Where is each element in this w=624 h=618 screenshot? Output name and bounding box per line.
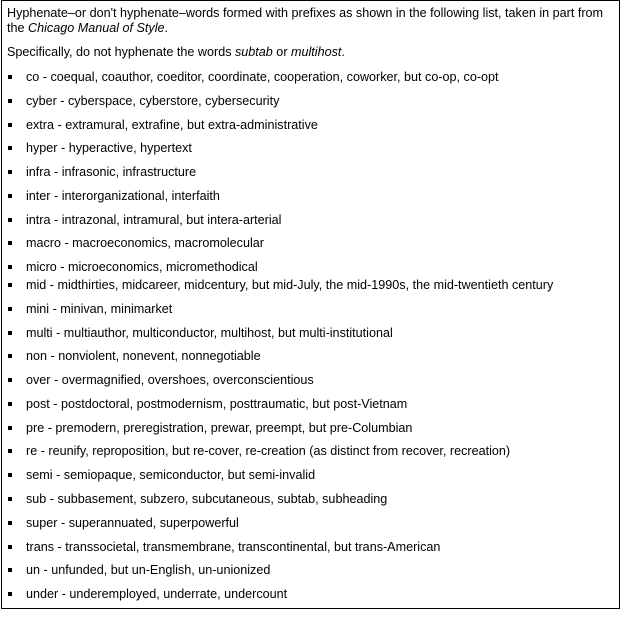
bullet-icon [8,592,12,596]
intro-text: Hyphenate–or don't hyphenate–words formed with prefixes as shown in the following list, taken in part from the [7,6,604,35]
list-item-text: super - superannuated, superpowerful [26,516,239,530]
bullet-icon [8,331,12,335]
list-item-text: intra - intrazonal, intramural, but intera-arterial [26,213,282,227]
list-item [7,277,612,293]
list-item [7,372,612,388]
list-item [7,164,612,180]
list-item-text: pre - premodern, preregistration, prewar, preempt, but pre-Columbian [26,421,413,435]
list-item [7,188,612,204]
bullet-icon [8,307,12,311]
list-item-text: co - coequal, coauthor, coeditor, coordinate, cooperation, coworker, but co-op, co-opt [26,70,499,84]
specific-mid: or [272,45,292,59]
list-item-text: trans - transsocietal, transmembrane, transcontinental, but trans-American [26,540,441,554]
bullet-icon [8,123,12,127]
list-item [7,539,612,555]
list-item [7,259,612,275]
list-item-text: inter - interorganizational, interfaith [26,189,220,203]
list-item-text: extra - extramural, extrafine, but extra-administrative [26,118,318,132]
specific-end: . [341,45,345,59]
bullet-icon [8,449,12,453]
list-item-text: over - overmagnified, overshoes, overconscientious [26,373,314,387]
list-item [7,93,612,109]
bullet-icon [8,75,12,79]
bullet-icon [8,146,12,150]
bullet-icon [8,545,12,549]
bullet-icon [8,426,12,430]
list-item-text: hyper - hyperactive, hypertext [26,141,192,155]
specific-word-subtab: subtab [235,45,273,59]
list-item-text: mini - minivan, minimarket [26,302,173,316]
list-item [7,443,612,459]
list-item [7,117,612,133]
list-item-text: micro - microeconomics, micromethodical [26,260,258,274]
list-item [7,348,612,364]
list-item [7,212,612,228]
list-item-text: re - reunify, reproposition, but re-cover, re-creation (as distinct from recover, recreation) [26,444,511,458]
specific-word-multihost: multihost [291,45,342,59]
bullet-icon [8,521,12,525]
source-title: Chicago Manual of Style [28,21,165,35]
list-item-text: multi - multiauthor, multiconductor, multihost, but multi-institutional [26,326,393,340]
bullet-icon [8,568,12,572]
bullet-icon [8,378,12,382]
bullet-icon [8,497,12,501]
list-item-text: infra - infrasonic, infrastructure [26,165,197,179]
list-item [7,301,612,317]
specific-paragraph [7,45,612,60]
list-item [7,562,612,578]
bullet-icon [8,265,12,269]
list-item-text: mid - midthirties, midcareer, midcentury, but mid-July, the mid-1990s, the mid-twentieth century [26,278,554,292]
list-item [7,396,612,412]
list-item [7,420,612,436]
list-item [7,235,612,251]
list-item-text: semi - semiopaque, semiconductor, but semi-invalid [26,468,316,482]
bullet-icon [8,194,12,198]
list-item [7,325,612,341]
list-item-text: un - unfunded, but un-English, un-unionized [26,563,271,577]
list-item [7,586,612,602]
bullet-icon [8,218,12,222]
bullet-icon [8,283,12,287]
list-item-text: sub - subbasement, subzero, subcutaneous, subtab, subheading [26,492,388,506]
list-item-text: under - underemployed, underrate, undercount [26,587,288,601]
list-item [7,69,612,85]
list-item-text: post - postdoctoral, postmodernism, posttraumatic, but post-Vietnam [26,397,408,411]
bullet-icon [8,402,12,406]
intro-end: . [164,21,169,35]
bullet-icon [8,473,12,477]
bullet-icon [8,354,12,358]
bullet-icon [8,99,12,103]
list-item [7,515,612,531]
list-item-text: macro - macroeconomics, macromolecular [26,236,264,250]
list-item-text: non - nonviolent, nonevent, nonnegotiable [26,349,261,363]
intro-paragraph [7,6,612,36]
list-item-text: cyber - cyberspace, cyberstore, cybersecurity [26,94,280,108]
list-item [7,140,612,156]
list-item [7,467,612,483]
bullet-icon [8,170,12,174]
list-item [7,491,612,507]
bullet-icon [8,241,12,245]
specific-text: Specifically, do not hyphenate the words [7,45,235,59]
